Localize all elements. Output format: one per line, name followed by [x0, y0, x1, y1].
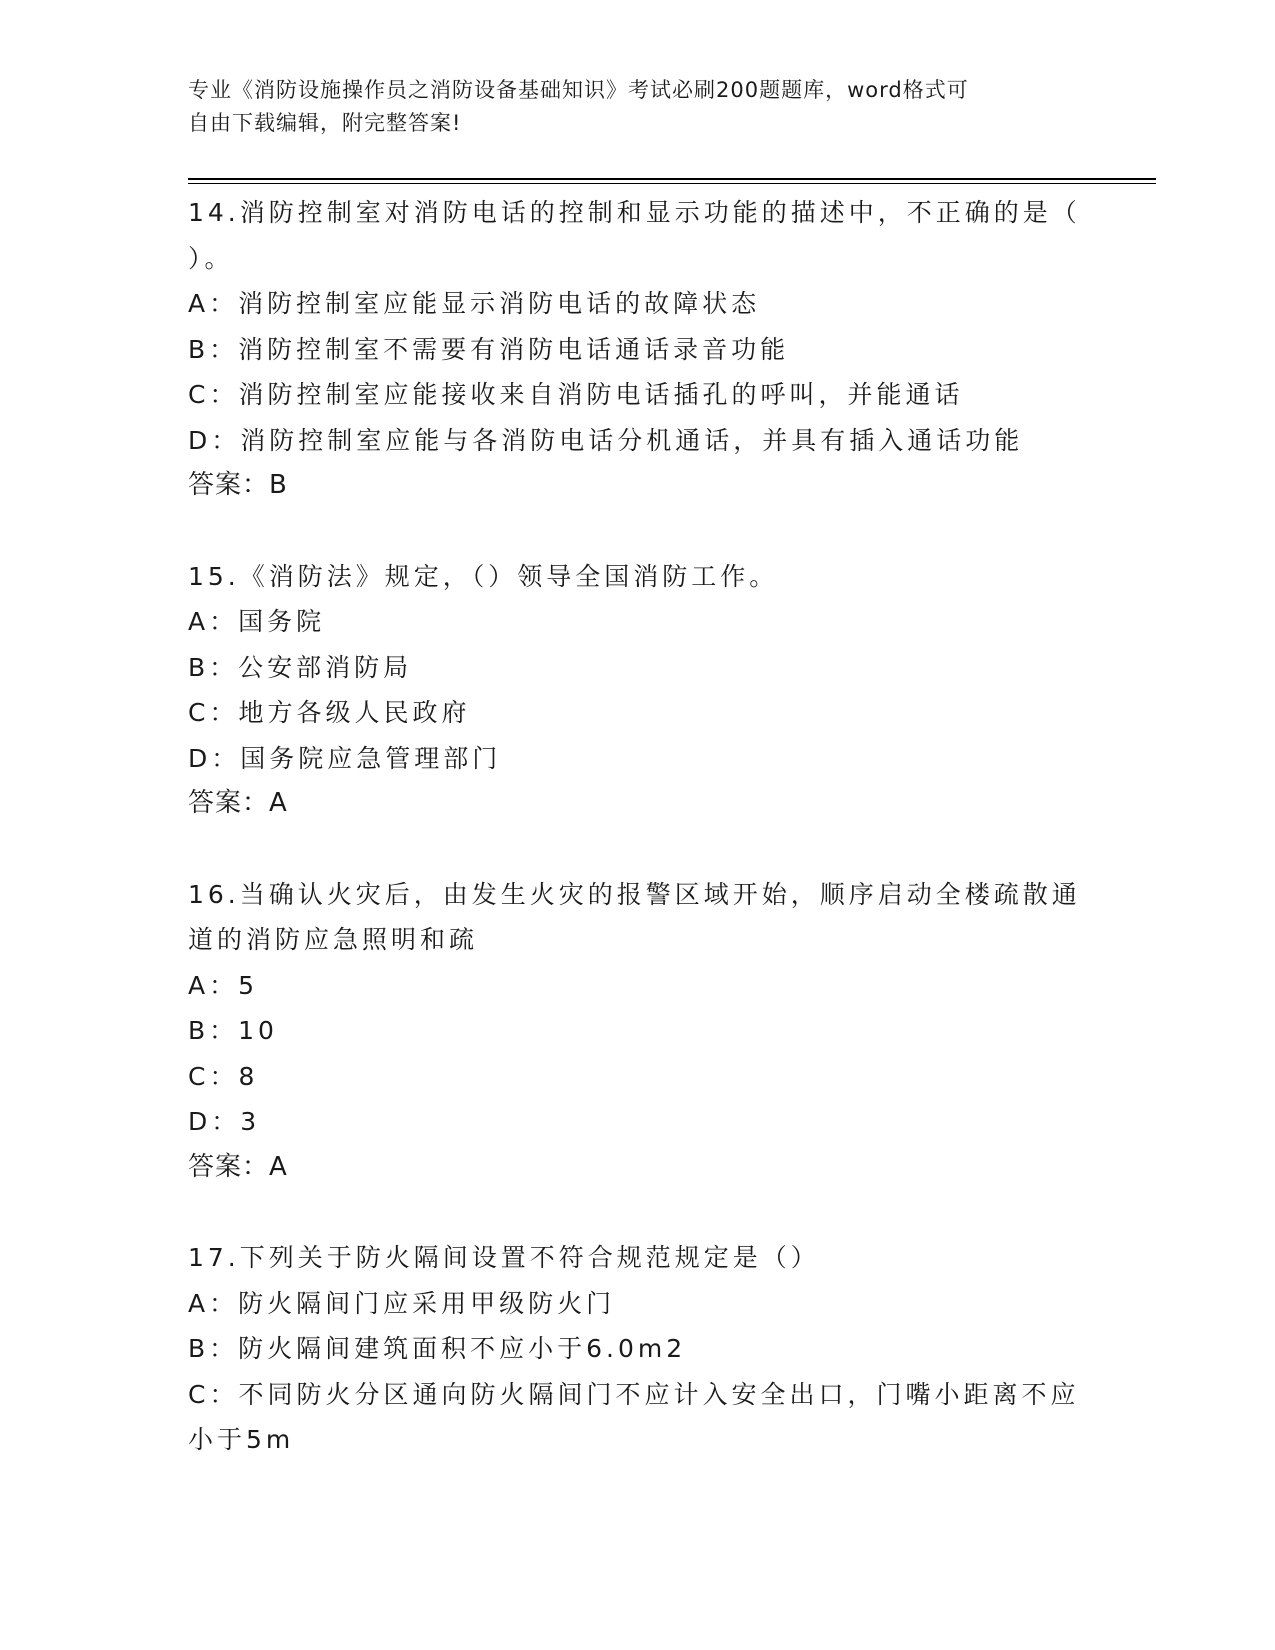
answer-line: 答案：A — [188, 1151, 288, 1182]
header-divider-thin — [188, 183, 1156, 184]
option-a: A：国务院 — [188, 607, 326, 636]
question-stem-line-1: 15.《消防法》规定，（）领导全国消防工作。 — [188, 561, 779, 591]
document-header — [188, 74, 1068, 140]
option-a: A：5 — [188, 970, 259, 1000]
option-c: C：消防控制室应能接收来自消防电话插孔的呼叫，并能通话 — [188, 380, 964, 409]
answer-line: 答案：A — [188, 788, 288, 818]
question-stem-line-2: 道的消防应急照明和疏 — [188, 925, 479, 954]
option-b: B：公安部消防局 — [188, 652, 413, 682]
option-b: B：10 — [188, 1016, 278, 1045]
question-list — [188, 190, 1081, 1508]
question-stem-line-1: 16.当确认火灾后，由发生火灾的报警区域开始，顺序启动全楼疏散通 — [188, 879, 1081, 909]
question-14 — [188, 190, 1081, 509]
question-15 — [188, 554, 1078, 827]
option-c-continued: 小于5m — [188, 1425, 295, 1454]
option-a: A：防火隔间门应采用甲级防火门 — [188, 1288, 616, 1318]
option-d: D：消防控制室应能与各消防电话分机通话，并具有插入通话功能 — [188, 425, 1024, 455]
option-c: C：8 — [188, 1061, 259, 1091]
question-17 — [188, 1235, 1078, 1463]
option-c: C：地方各级人民政府 — [188, 698, 471, 727]
option-d: D：国务院应急管理部门 — [188, 743, 502, 773]
option-c: C：不同防火分区通向防火隔间门不应计入安全出口，门嘴小距离不应 — [188, 1379, 1080, 1409]
header-line-1: 专业《消防设施操作员之消防设备基础知识》考试必刷200题题库，word格式可 — [188, 78, 969, 102]
question-stem-line-2: ）。 — [188, 243, 234, 273]
option-b: B：防火隔间建筑面积不应小于6.0m2 — [188, 1334, 687, 1363]
option-b: B：消防控制室不需要有消防电话通话录音功能 — [188, 334, 790, 364]
option-d: D：3 — [188, 1107, 261, 1136]
question-16 — [188, 872, 1081, 1191]
answer-line: 答案：B — [188, 470, 288, 500]
question-stem-line-1: 14.消防控制室对消防电话的控制和显示功能的描述中，不正确的是（ — [188, 198, 1081, 227]
question-stem-line-1: 17.下列关于防火隔间设置不符合规范规定是（） — [188, 1243, 820, 1272]
header-line-2: 自由下载编辑，附完整答案! — [188, 111, 462, 135]
option-a: A：消防控制室应能显示消防电话的故障状态 — [188, 289, 761, 318]
header-divider-thick — [188, 178, 1156, 180]
